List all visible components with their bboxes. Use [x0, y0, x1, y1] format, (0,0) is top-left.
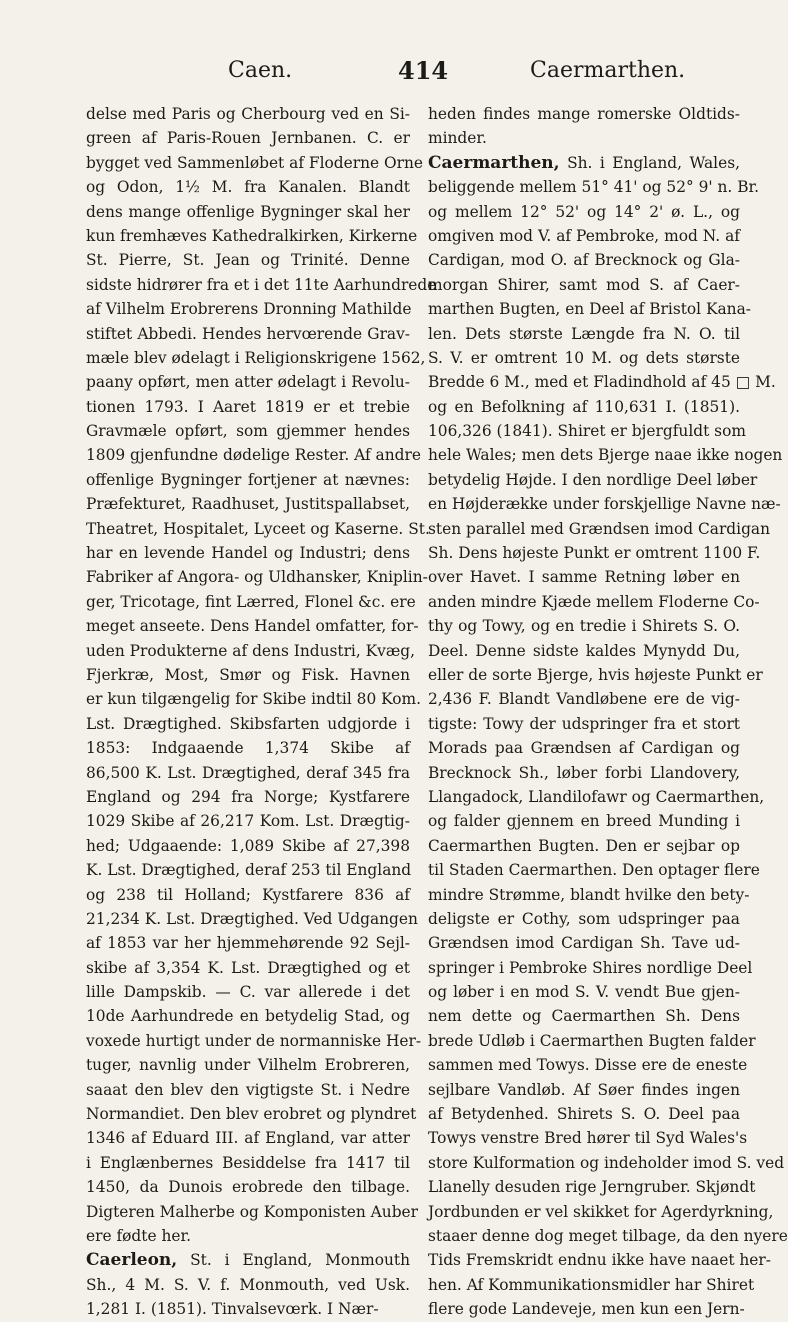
text-line: tuger, navnlig under Vilhelm Erobreren,: [86, 1056, 410, 1075]
text-line: S. V. er omtrent 10 M. og dets største: [428, 348, 740, 367]
text-line: 1809 gjenfundne dødelige Rester. Af andre: [86, 446, 421, 465]
text-line: store Kulformation og indeholder imod S. ved: [428, 1153, 785, 1172]
text-line: Sh. Dens højeste Punkt er omtrent 1100 F.: [428, 544, 761, 563]
text-line: beliggende mellem 51° 41' og 52° 9' n. Br.: [428, 178, 760, 197]
text-line: og falder gjennem en breed Munding i: [428, 812, 740, 831]
text-line: staaer denne dog meget tilbage, da den nyere: [428, 1226, 788, 1245]
text-line: sejlbare Vandløb. Af Søer findes ingen: [428, 1080, 740, 1099]
text-line: sammen med Towys. Disse ere de eneste: [428, 1056, 748, 1075]
text-line: 1029 Skibe af 26,217 Kom. Lst. Drægtig-: [86, 812, 410, 831]
text-line: 2,436 F. Blandt Vandløbene ere de vig-: [428, 690, 740, 709]
text-line: og 238 til Holland; Kystfarere 836 af: [86, 885, 410, 904]
text-line: hen. Af Kommunikationsmidler har Shiret: [428, 1275, 755, 1294]
text-line: har en levende Handel og Industri; dens: [86, 544, 410, 563]
text-line: 1450, da Dunois erobrede den tilbage.: [86, 1178, 410, 1197]
text-line: i Englænbernes Besiddelse fra 1417 til: [86, 1153, 410, 1172]
text-line: omgiven mod V. af Pembroke, mod N. af: [428, 226, 740, 245]
text-line: stiftet Abbedi. Hendes hervœrende Grav-: [86, 324, 410, 343]
text-line: deligste er Cothy, som udspringer paa: [428, 909, 740, 928]
text-line: marthen Bugten, en Deel af Bristol Kana-: [428, 300, 751, 319]
text-line: sidste hidrører fra et i det 11te Aarhundrede: [86, 275, 437, 294]
header-left-keyword: Caen.: [228, 58, 293, 83]
text-line: green af Paris-Rouen Jernbanen. C. er: [86, 129, 410, 148]
text-line: mæle blev ødelagt i Religionskrigene 1562,: [86, 348, 426, 367]
text-line: brede Udløb i Caermarthen Bugten falder: [428, 1031, 756, 1050]
text-line: 106,326 (1841). Shiret er bjergfuldt som: [428, 422, 746, 441]
entry-headword: Caerleon,: [86, 1250, 178, 1271]
text-line: Fjerkræ, Most, Smør og Fisk. Havnen: [86, 665, 410, 684]
text-line: flere gode Landeveje, men kun een Jern-: [428, 1300, 745, 1319]
text-line: over Havet. I samme Retning løber en: [428, 568, 740, 587]
text-line: mindre Strømme, blandt hvilke den bety-: [428, 885, 750, 904]
text-line: Lst. Drægtighed. Skibsfarten udgjorde i: [86, 714, 410, 733]
text-line: Normandiet. Den blev erobret og plyndret: [86, 1105, 417, 1124]
text-line: Jordbunden er vel skikket for Agerdyrkning,: [428, 1202, 774, 1221]
text-line: af 1853 var her hjemmehørende 92 Sejl-: [86, 934, 410, 953]
entry-headword: Caermarthen,: [428, 152, 560, 173]
text-line: til Staden Caermarthen. Den optager flere: [428, 861, 760, 880]
text-line: heden findes mange romerske Oldtids-: [428, 105, 740, 123]
text-line: morgan Shirer, samt mod S. af Caer-: [428, 275, 740, 294]
text-line: offenlige Bygninger fortjener at nævnes:: [86, 470, 410, 489]
text-line: kun fremhæves Kathedralkirken, Kirkerne: [86, 226, 418, 245]
page-header: [0, 58, 760, 98]
left-column: [86, 102, 437, 1322]
text-line: Theatret, Hospitalet, Lyceet og Kaserne. St.: [86, 519, 430, 538]
text-line: 86,500 K. Lst. Drægtighed, deraf 345 fra: [86, 763, 410, 782]
text-line: Llanelly desuden rige Jerngruber. Skjøndt: [428, 1178, 756, 1197]
text-line: meget anseete. Dens Handel omfatter, for-: [86, 617, 419, 636]
text-line: er kun tilgængelig for Skibe indtil 80 Kom.: [86, 690, 421, 709]
text-line: delse med Paris og Cherbourg ved en Si-: [86, 105, 410, 123]
text-line: anden mindre Kjæde mellem Floderne Co-: [428, 592, 760, 611]
text-line: Towys venstre Bred hører til Syd Wales's: [428, 1129, 748, 1148]
text-line: betydelig Højde. I den nordlige Deel løber: [428, 470, 758, 489]
column-gutter: [419, 102, 420, 1282]
text-line: Cardigan, mod O. af Brecknock og Gla-: [428, 251, 740, 270]
text-line: skibe af 3,354 K. Lst. Drægtighed og et: [86, 958, 410, 977]
text-line: thy og Towy, og en tredie i Shirets S. O.: [428, 617, 740, 636]
right-column: [428, 102, 788, 1322]
text-line: St. Pierre, St. Jean og Trinité. Denne: [86, 251, 410, 270]
text-line: dens mange offenlige Bygninger skal her: [86, 202, 410, 221]
text-line: ere fødte her.: [86, 1226, 192, 1245]
text-line: len. Dets største Længde fra N. O. til: [428, 324, 740, 343]
text-line: eller de sorte Bjerge, hvis højeste Punkt er: [428, 665, 763, 684]
text-line: en Højderække under forskjellige Navne næ-: [428, 495, 781, 514]
text-line: saaat den blev den vigtigste St. i Nedre: [86, 1080, 410, 1099]
text-line: Grændsen imod Cardigan Sh. Tave ud-: [428, 934, 740, 953]
page-number: 414: [398, 56, 449, 85]
header-right-keyword: Caermarthen.: [530, 58, 686, 83]
text-line: Caermarthen, Sh. i England, Wales,: [428, 152, 740, 173]
text-line: 1,281 I. (1851). Tinvalsevœrk. I Nær-: [86, 1300, 379, 1319]
text-line: og en Befolkning af 110,631 I. (1851).: [428, 397, 740, 416]
text-line: uden Produkterne af dens Industri, Kvæg,: [86, 641, 416, 660]
text-line: sten parallel med Grændsen imod Cardigan: [428, 519, 771, 538]
text-line: Deel. Denne sidste kaldes Mynydd Du,: [428, 641, 740, 660]
text-line: minder.: [428, 129, 487, 148]
text-line: hele Wales; men dets Bjerge naae ikke nogen: [428, 446, 783, 465]
text-line: Fabriker af Angora- og Uldhansker, Kniplin-: [86, 568, 428, 587]
text-line: K. Lst. Drægtighed, deraf 253 til England: [86, 861, 412, 880]
text-line: springer i Pembroke Shires nordlige Deel: [428, 958, 753, 977]
text-line: og Odon, 1½ M. fra Kanalen. Blandt: [86, 178, 410, 197]
text-line: Caermarthen Bugten. Den er sejbar op: [428, 836, 740, 855]
text-line: Caerleon, St. i England, Monmouth: [86, 1250, 410, 1271]
text-line: 10de Aarhundrede en betydelig Stad, og: [86, 1007, 410, 1026]
text-line: ger, Tricotage, fint Lærred, Flonel &c. ere: [86, 592, 416, 611]
text-line: Morads paa Grændsen af Cardigan og: [428, 739, 740, 758]
text-line: af Betydenhed. Shirets S. O. Deel paa: [428, 1105, 740, 1124]
text-line: af Vilhelm Erobrerens Dronning Mathilde: [86, 300, 412, 319]
text-line: Præfekturet, Raadhuset, Justitspallabset,: [86, 495, 410, 514]
text-line: Tids Fremskridt endnu ikke have naaet her-: [428, 1251, 771, 1270]
text-line: 1853: Indgaaende 1,374 Skibe af: [86, 739, 410, 758]
text-line: Llangadock, Llandilofawr og Caermarthen,: [428, 787, 765, 806]
text-line: paany opført, men atter ødelagt i Revolu-: [86, 373, 410, 392]
text-line: Sh., 4 M. S. V. f. Monmouth, ved Usk.: [86, 1275, 410, 1294]
text-line: voxede hurtigt under de normanniske Her-: [86, 1031, 422, 1050]
text-line: lille Dampskib. — C. var allerede i det: [86, 983, 410, 1002]
text-line: tionen 1793. I Aaret 1819 er et trebie: [86, 397, 410, 416]
text-line: Digteren Malherbe og Komponisten Auber: [86, 1202, 419, 1221]
text-line: tigste: Towy der udspringer fra et stort: [428, 714, 740, 733]
text-line: 21,234 K. Lst. Drægtighed. Ved Udgangen: [86, 909, 418, 928]
text-line: og mellem 12° 52' og 14° 2' ø. L., og: [428, 202, 740, 221]
text-line: nem dette og Caermarthen Sh. Dens: [428, 1007, 740, 1026]
text-line: hed; Udgaaende: 1,089 Skibe af 27,398: [86, 836, 410, 855]
text-line: Gravmæle opført, som gjemmer hendes: [86, 422, 410, 441]
text-line: Brecknock Sh., løber forbi Llandovery,: [428, 763, 740, 782]
text-line: 1346 af Eduard III. af England, var atter: [86, 1129, 410, 1148]
text-line: og løber i en mod S. V. vendt Bue gjen-: [428, 983, 740, 1002]
text-line: bygget ved Sammenløbet af Floderne Orne: [86, 153, 423, 172]
text-line: Bredde 6 M., med et Fladindhold af 45 □ M.: [428, 373, 776, 392]
text-line: England og 294 fra Norge; Kystfarere: [86, 787, 410, 806]
